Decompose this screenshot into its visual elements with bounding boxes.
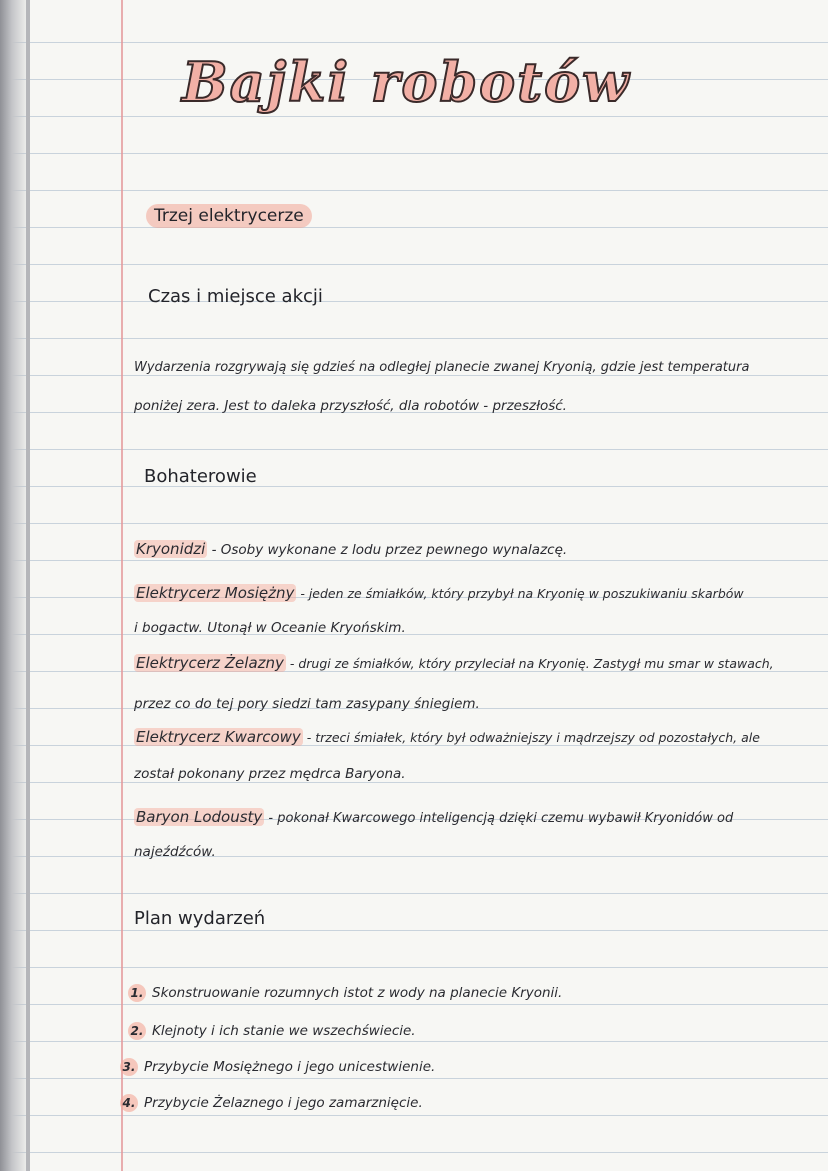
subtitle: Trzej elektrycerze	[146, 204, 312, 228]
hero-description-cont: został pokonany przez mędrca Baryona.	[134, 766, 406, 782]
margin-line	[121, 0, 123, 1171]
time-place-line-2: poniżej zera. Jest to daleka przyszłość, dla robotów - przeszłość.	[134, 398, 567, 414]
plan-item	[128, 984, 562, 1002]
hero-name: Elektrycerz Mosiężny	[136, 584, 295, 602]
hero-entry	[134, 584, 744, 602]
hero-name: Elektrycerz Żelazny	[136, 654, 284, 672]
hero-entry	[134, 654, 774, 672]
plan-item-number: 1.	[128, 984, 146, 1002]
hero-description: - pokonał Kwarcowego inteligencją dzięki czemu wybawił Kryonidów od	[264, 811, 734, 826]
plan-item-number: 2.	[128, 1022, 146, 1040]
time-place-line-1: Wydarzenia rozgrywają się gdzieś na odległej planecie zwanej Kryonią, gdzie jest temperatura	[134, 360, 750, 375]
hero-entry	[134, 808, 733, 826]
hero-name: Elektrycerz Kwarcowy	[136, 728, 301, 746]
heroes-heading: Bohaterowie	[144, 466, 257, 487]
hero-description: - drugi ze śmiałków, który przyleciał na Kryonię. Zastygł mu smar w stawach,	[285, 656, 774, 671]
plan-item-number: 4.	[120, 1094, 138, 1112]
time-place-heading: Czas i miejsce akcji	[148, 286, 323, 307]
plan-heading: Plan wydarzeń	[134, 908, 266, 929]
hero-description-cont: i bogactw. Utonął w Oceanie Kryońskim.	[134, 620, 406, 636]
binding-rim	[26, 0, 30, 1171]
plan-item-text: Skonstruowanie rozumnych istot z wody na planecie Kryonii.	[152, 985, 563, 1001]
hero-entry	[134, 540, 567, 558]
hero-description-cont: najeźdźców.	[134, 844, 216, 860]
hero-name: Baryon Lodousty	[136, 808, 263, 826]
hero-name: Kryonidzi	[136, 540, 206, 558]
hero-description: - trzeci śmiałek, który był odważniejszy i mądrzejszy od pozostałych, ale	[302, 730, 760, 745]
plan-item-number: 3.	[120, 1058, 138, 1076]
hero-description-cont: przez co do tej pory siedzi tam zasypany śniegiem.	[134, 696, 480, 712]
plan-item	[120, 1058, 435, 1076]
plan-item-text: Klejnoty i ich stanie we wszechświecie.	[152, 1023, 416, 1039]
plan-item	[120, 1094, 423, 1112]
hero-description: - jeden ze śmiałków, który przybył na Kryonię w poszukiwaniu skarbów	[296, 586, 744, 601]
hero-description: - Osoby wykonane z lodu przez pewnego wynalazcę.	[207, 542, 568, 558]
plan-item-text: Przybycie Mosiężnego i jego unicestwienie.	[144, 1059, 436, 1075]
plan-item-text: Przybycie Żelaznego i jego zamarznięcie.	[144, 1095, 423, 1111]
hero-entry	[134, 728, 760, 746]
page-title: Bajki robotów	[182, 50, 631, 114]
plan-item	[128, 1022, 416, 1040]
